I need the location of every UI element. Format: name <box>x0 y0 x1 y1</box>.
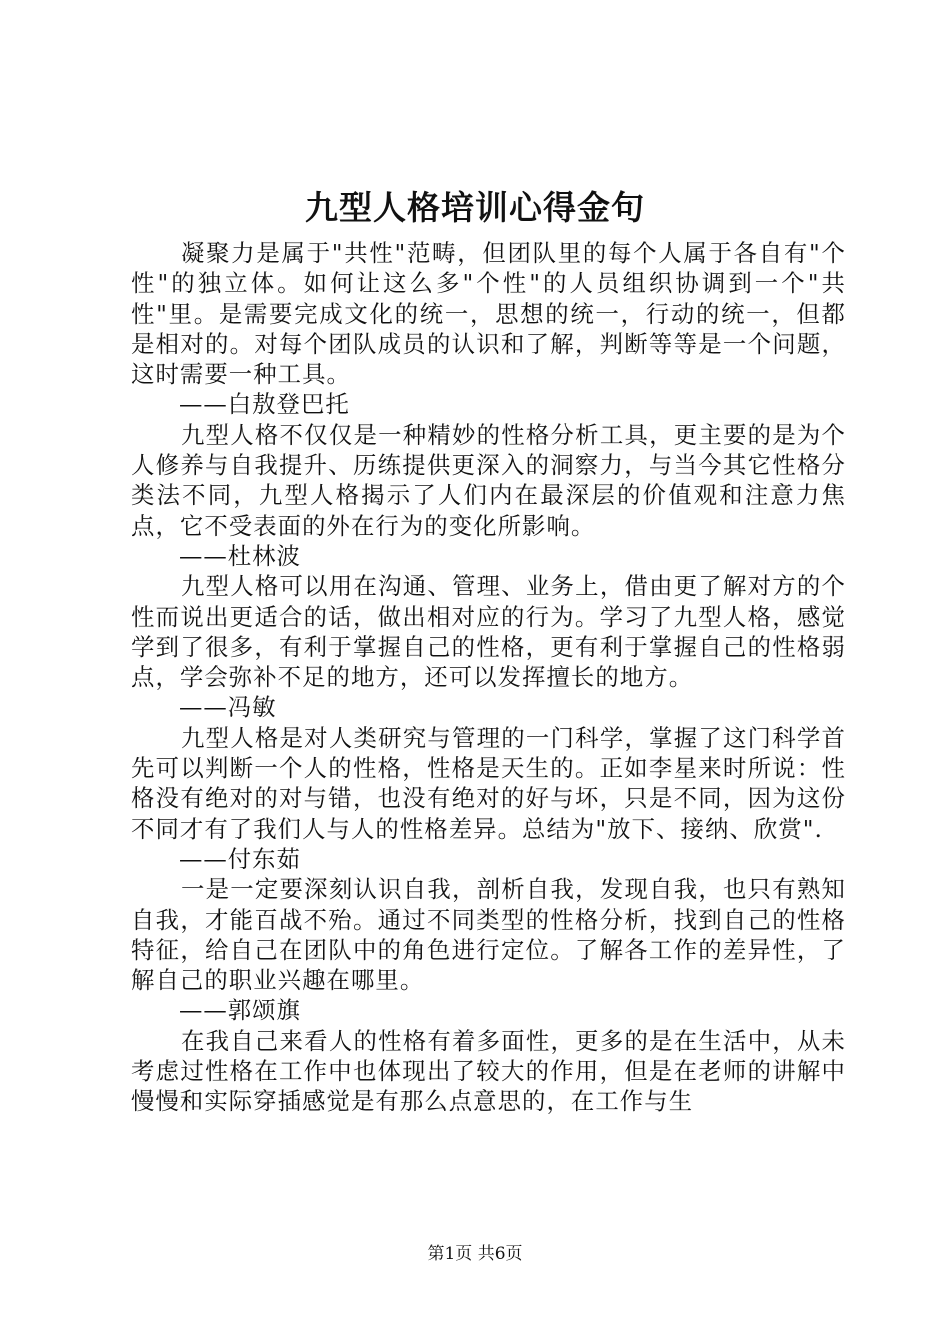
quote-paragraph: 九型人格可以用在沟通、管理、业务上，借由更了解对方的个性而说出更适合的话，做出相对应的行为。学习了九型人格，感觉学到了很多，有利于掌握自己的性格，更有利于掌握自己的性格弱点，学会弥补不足的地方，还可以发挥擅长的地方。 <box>131 572 846 692</box>
document-title: 九型人格培训心得金句 <box>305 188 645 227</box>
quote-paragraph: 凝聚力是属于"共性"范畴，但团队里的每个人属于各自有"个性"的独立体。如何让这么多"个性"的人员组织协调到一个"共性"里。是需要完成文化的统一，思想的统一，行动的统一，但都是相对的。对每个团队成员的认识和了解，判断等等是一个问题，这时需要一种工具。 <box>131 239 846 389</box>
quote-paragraph: 一是一定要深刻认识自我，剖析自我，发现自我，也只有熟知自我，才能百战不殆。通过不同类型的性格分析，找到自己的性格特征，给自己在团队中的角色进行定位。了解各工作的差异性，了解自己的职业兴趣在哪里。 <box>131 875 846 995</box>
quote-author: ——杜林波 <box>179 541 301 570</box>
page-footer: 第1页 共6页 <box>427 1244 523 1264</box>
quote-author: ——白敖登巴托 <box>179 390 350 419</box>
quote-paragraph: 九型人格是对人类研究与管理的一门科学，掌握了这门科学首先可以判断一个人的性格，性格是天生的。正如李星来时所说：性格没有绝对的对与错，也没有绝对的好与坏，只是不同，因为这份不同才有了我们人与人的性格差异。总结为"放下、接纳、欣赏". <box>131 723 846 843</box>
quote-paragraph: 九型人格不仅仅是一种精妙的性格分析工具，更主要的是为个人修养与自我提升、历练提供更深入的洞察力，与当今其它性格分类法不同，九型人格揭示了人们内在最深层的价值观和注意力焦点，它不受表面的外在行为的变化所影响。 <box>131 420 846 540</box>
quote-author: ——付东茹 <box>179 844 301 873</box>
quote-paragraph: 在我自己来看人的性格有着多面性，更多的是在生活中，从未考虑过性格在工作中也体现出了较大的作用，但是在老师的讲解中慢慢和实际穿插感觉是有那么点意思的，在工作与生 <box>131 1026 846 1116</box>
quote-author: ——郭颂旗 <box>179 996 301 1025</box>
quote-author: ——冯敏 <box>179 693 277 722</box>
document-body <box>131 238 846 1117</box>
